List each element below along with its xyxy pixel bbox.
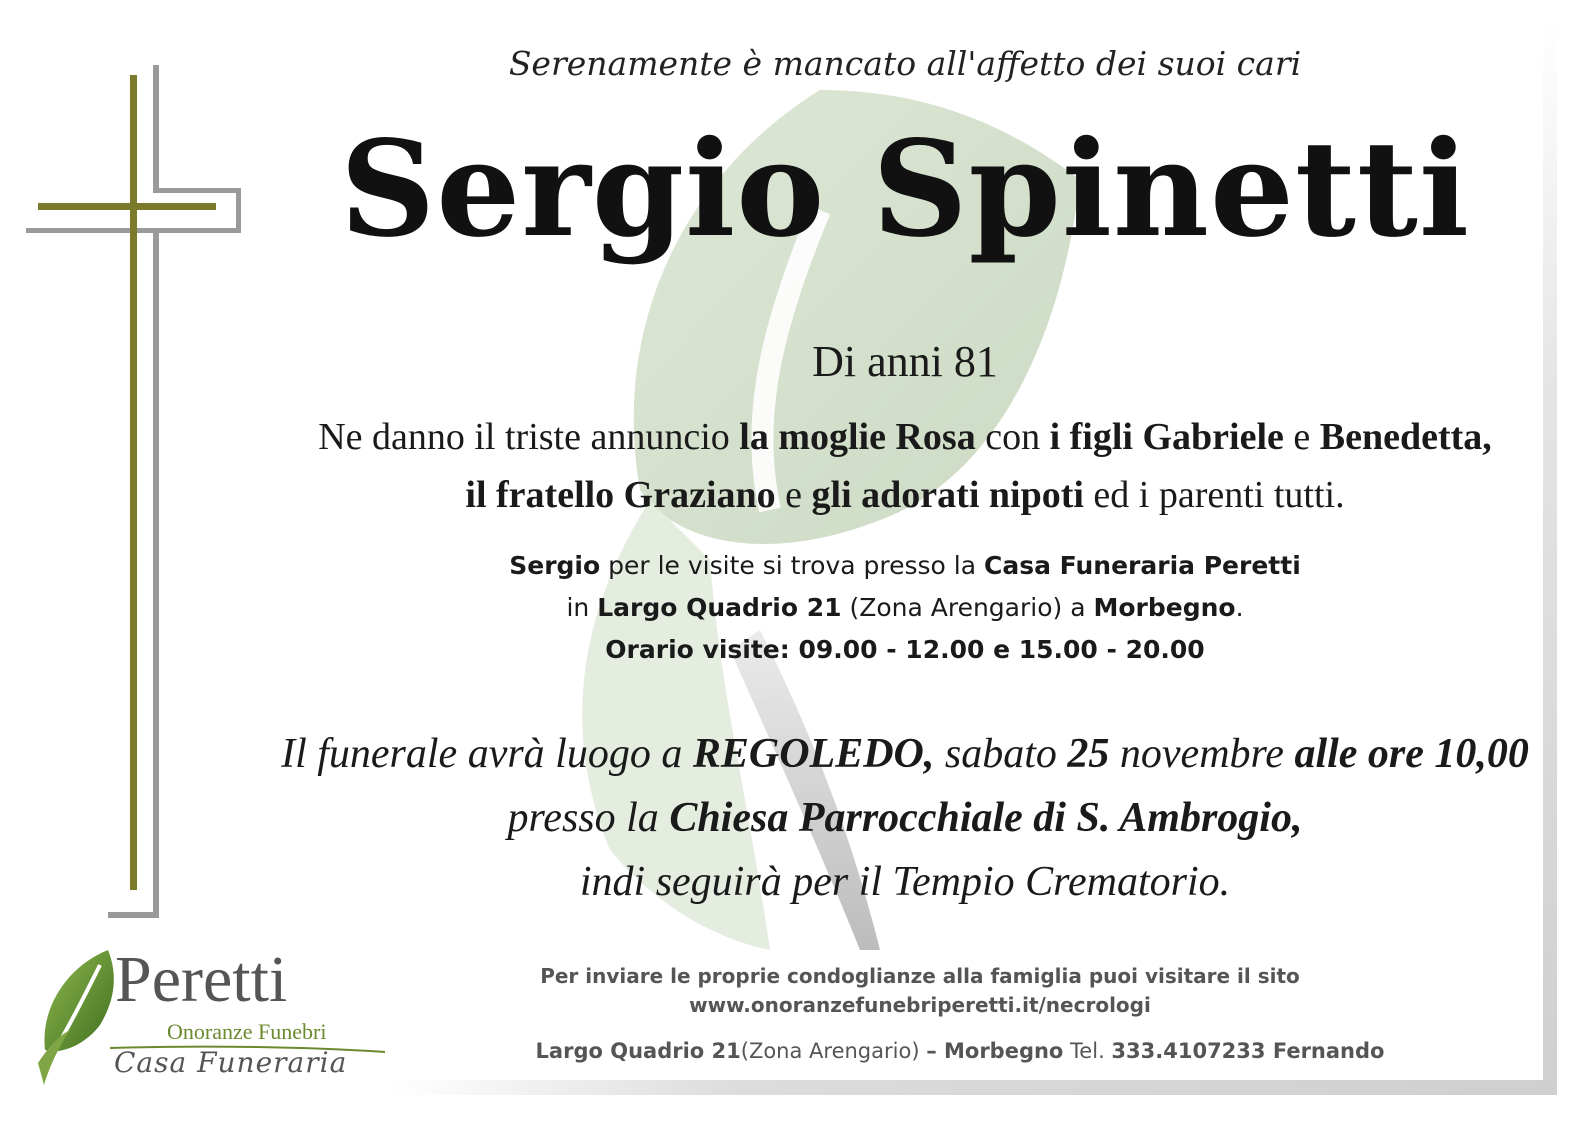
children-name: i figli Gabriele [1049, 416, 1284, 458]
visits-text: in [566, 593, 598, 622]
frame-shadow-bottom [390, 1080, 1557, 1095]
children-name: Benedetta, [1319, 416, 1492, 458]
grandchildren-text: gli adorati nipoti [811, 474, 1084, 516]
condolences-block [420, 962, 1420, 1020]
visits-text: (Zona Arengario) a [841, 593, 1094, 622]
age-text: Di anni 81 [812, 337, 998, 386]
condolences-text: Per inviare le proprie condoglianze alla famiglia puoi visitare il sito [540, 964, 1300, 988]
logo-name: Peretti [115, 943, 288, 1016]
announcement-text: Ne danno il triste annuncio [318, 416, 740, 458]
visits-text: . [1235, 593, 1244, 622]
visits-address: Largo Quadrio 21 [597, 593, 842, 622]
funeral-text: presso la [507, 795, 670, 841]
church-name: Chiesa Parrocchiale di S. Ambrogio, [669, 795, 1303, 841]
spouse-name: la moglie Rosa [739, 416, 976, 458]
visits-line-2 [280, 587, 1530, 629]
funeral-text: novembre [1109, 731, 1295, 777]
visits-hours [280, 629, 1530, 671]
condolences-link[interactable]: www.onoranzefunebriperetti.it/necrologi [689, 993, 1151, 1017]
announcement-line-2 [280, 466, 1530, 524]
deceased-name: Sergio Spinetti [339, 112, 1471, 267]
visits-name: Sergio [509, 551, 601, 580]
visits-line-1 [280, 545, 1530, 587]
visits-hours-text: Orario visite: 09.00 - 12.00 e 15.00 - 20.00 [605, 635, 1205, 664]
visits-town: Morbegno [1093, 593, 1236, 622]
announcement-text: e [1283, 416, 1320, 458]
visits-paragraph [280, 545, 1530, 671]
funeral-text: sabato [934, 731, 1068, 777]
contact-line [420, 1039, 1500, 1063]
logo-script: Casa Funeraria [114, 1046, 348, 1079]
intro-text: Serenamente è mancato all'affetto dei suoi cari [508, 44, 1302, 83]
contact-address: Largo Quadrio 21 [535, 1039, 741, 1063]
announcement-text: ed i parenti tutti. [1083, 474, 1345, 516]
funeral-time: alle ore 10,00 [1294, 731, 1529, 777]
funeral-day: 25 [1067, 731, 1110, 777]
contact-zone: (Zona Arengario) [740, 1039, 927, 1063]
funeral-home-name: Casa Funeraria Peretti [984, 551, 1301, 580]
funeral-line-1 [280, 722, 1530, 786]
funeral-line-2 [280, 786, 1530, 850]
funeral-line-3: indi seguirà per il Tempio Crematorio. [579, 859, 1231, 905]
announcement-line-1 [280, 408, 1530, 466]
contact-town: – Morbegno [926, 1039, 1064, 1063]
announcement-text: e [775, 474, 812, 516]
funeral-paragraph [280, 722, 1530, 914]
contact-phone[interactable]: 333.4107233 Fernando [1111, 1039, 1385, 1063]
visits-text: per le visite si trova presso la [600, 551, 984, 580]
sibling-name: il fratello Graziano [465, 474, 776, 516]
announcement-paragraph [280, 408, 1530, 524]
cross-icon [20, 60, 250, 930]
funeral-town: REGOLEDO, [692, 731, 935, 777]
logo-subtitle: Onoranze Funebri [167, 1019, 327, 1044]
contact-tel-label: Tel. [1063, 1039, 1112, 1063]
frame-shadow-right [1543, 20, 1557, 1095]
funeral-text: Il funerale avrà luogo a [281, 731, 693, 777]
announcement-text: con [975, 416, 1050, 458]
